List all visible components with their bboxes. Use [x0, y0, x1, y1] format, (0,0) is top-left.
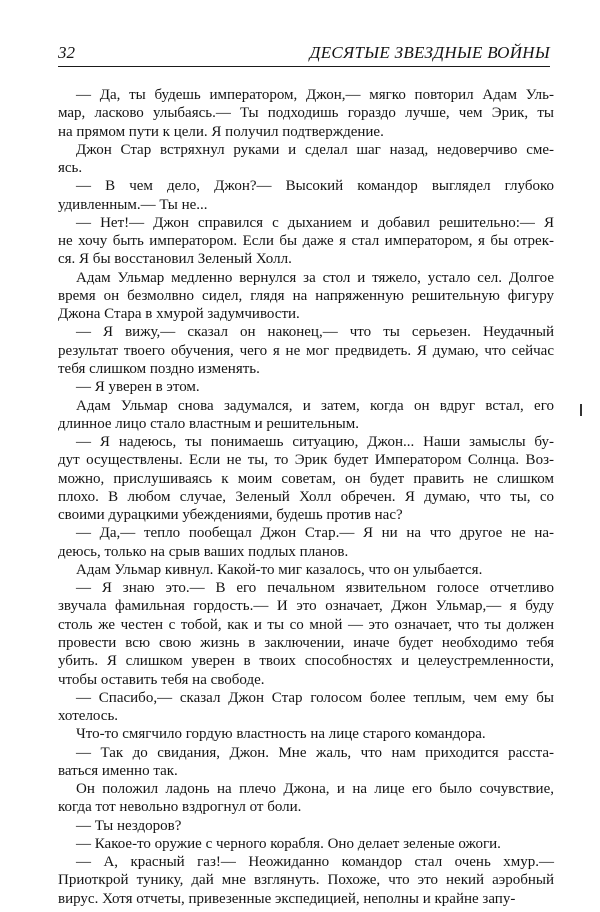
text-line: хотелось. [58, 708, 119, 725]
text-line: плохо. В любом случае, Зеленый Холл обречен. Я думаю, что ты, со [58, 488, 554, 505]
text-line: столь же честен с тобой, как и ты со мной — это означает, что ты должен [58, 616, 554, 633]
paragraph [58, 853, 554, 908]
text-line: Адам Ульмар снова задумался, и затем, когда он вдруг встал, его [76, 397, 554, 414]
paragraph [58, 397, 554, 434]
text-line: — Да, ты будешь императором, Джон,— мягко повторил Адам Уль- [76, 87, 554, 103]
text-line: — Да,— тепло пообещал Джон Стар.— Я ни на что другое не на- [76, 525, 554, 542]
paragraph [58, 689, 554, 726]
paragraph [58, 86, 554, 141]
text-line: время он безмолвно сидел, глядя на напряженную решительную фигуру [58, 287, 554, 304]
paragraph [58, 269, 554, 324]
paragraph [58, 378, 554, 396]
text-line: Что-то смягчило гордую властность на лице старого командора. [76, 726, 486, 743]
text-line: — В чем дело, Джон?— Высокий командор выглядел глубоко [76, 178, 554, 195]
paragraph [58, 214, 554, 269]
text-line: чтобы оставить тебя на свободе. [58, 671, 265, 688]
paragraph [58, 744, 554, 781]
text-line: длинное лицо стало властным и решительным. [58, 415, 359, 432]
text-line: на прямом пути к цели. Я получил подтверждение. [58, 123, 384, 140]
text-line: Он положил ладонь на плечо Джона, и на лице его было сочувствие, [76, 781, 554, 798]
text-line: — Нет!— Джон справился с дыханием и добавил решительно:— Я [76, 214, 554, 231]
paragraph [58, 725, 554, 743]
paragraph [58, 141, 554, 178]
text-line: тебя слишком поздно изменять. [58, 360, 260, 377]
text-line: Джон Стар встряхнул руками и сделал шаг назад, недоверчиво сме- [76, 141, 554, 158]
text-line: ся. Я бы восстановил Зеленый Холл. [58, 251, 292, 268]
text-line: Джона Стара в хмурой задумчивости. [58, 306, 300, 323]
text-line: дут осуществлены. Если не ты, то Эрик будет Императором Солнца. Воз- [58, 452, 554, 469]
text-line: результат твоего обучения, чего я не мог предвидеть. Я думаю, что сейчас [58, 342, 554, 359]
running-header [58, 42, 550, 68]
paragraph [58, 579, 554, 689]
paragraph [58, 817, 554, 835]
running-title: ДЕСЯТЫЕ ЗВЕЗДНЫЕ ВОЙНЫ [309, 43, 550, 62]
text-line: — Так до свидания, Джон. Мне жаль, что нам приходится расста- [76, 744, 554, 761]
text-line: — Я уверен в этом. [76, 379, 200, 396]
body-text [58, 86, 554, 908]
text-line: не хочу быть императором. Если бы даже я стал императором, я бы отрек- [58, 233, 554, 250]
text-line: когда тот невольно вздрогнул от боли. [58, 799, 302, 816]
text-line: своими дурацкими убеждениями, будешь против нас? [58, 507, 403, 524]
text-line: — Спасибо,— сказал Джон Стар голосом более теплым, чем ему бы [76, 689, 554, 706]
paragraph [58, 780, 554, 817]
text-line: провести всю свою жизнь в заключении, иначе будет необходимо тебя [58, 634, 554, 651]
header-rule [58, 66, 550, 67]
paragraph [58, 524, 554, 561]
text-line: — А, красный газ!— Неожиданно командор стал очень хмур.— [76, 854, 554, 871]
text-line: звучала фамильная гордость.— И это означает, Джон Ульмар,— я буду [58, 598, 554, 615]
paragraph [58, 323, 554, 378]
text-line: мар, ласково улыбаясь.— Ты подходишь гораздо лучше, чем Эрик, ты [58, 105, 554, 122]
scan-speck [580, 404, 582, 416]
paragraph [58, 835, 554, 853]
text-line: убить. Я слишком уверен в твоих способностях и целеустремленности, [58, 653, 554, 670]
text-line: Адам Ульмар медленно вернулся за стол и тяжело, устало сел. Долгое [76, 269, 554, 286]
paragraph [58, 433, 554, 524]
text-line: — Какое-то оружие с черного корабля. Оно делает зеленые ожоги. [76, 835, 501, 852]
text-line: — Я вижу,— сказал он наконец,— что ты серьезен. Неудачный [76, 324, 554, 341]
text-line: Адам Ульмар кивнул. Какой-то миг казалось, что он улыбается. [76, 561, 483, 578]
text-line: деюсь, только на срыв ваших подлых планов. [58, 543, 349, 560]
text-line: — Ты нездоров? [76, 817, 182, 834]
text-line: вирус. Хотя отчеты, привезенные экспедицией, неполны и крайне запу- [58, 890, 516, 907]
paragraph [58, 561, 554, 579]
text-line: ясь. [58, 160, 83, 177]
text-line: можно, прислушиваясь к моим советам, он будет править не слишком [58, 470, 554, 487]
text-line: ваться именно так. [58, 762, 178, 779]
paragraph [58, 177, 554, 214]
text-line: — Я знаю это.— В его печальном язвительном голосе отчетливо [76, 580, 554, 597]
page-number: 32 [58, 43, 75, 62]
text-line: Приоткрой тунику, дай мне взглянуть. Похоже, что это некий аэробный [58, 872, 554, 889]
text-line: — Я надеюсь, ты понимаешь ситуацию, Джон... Наши замыслы бу- [76, 434, 554, 451]
text-line: удивленным.— Ты не... [58, 196, 208, 213]
